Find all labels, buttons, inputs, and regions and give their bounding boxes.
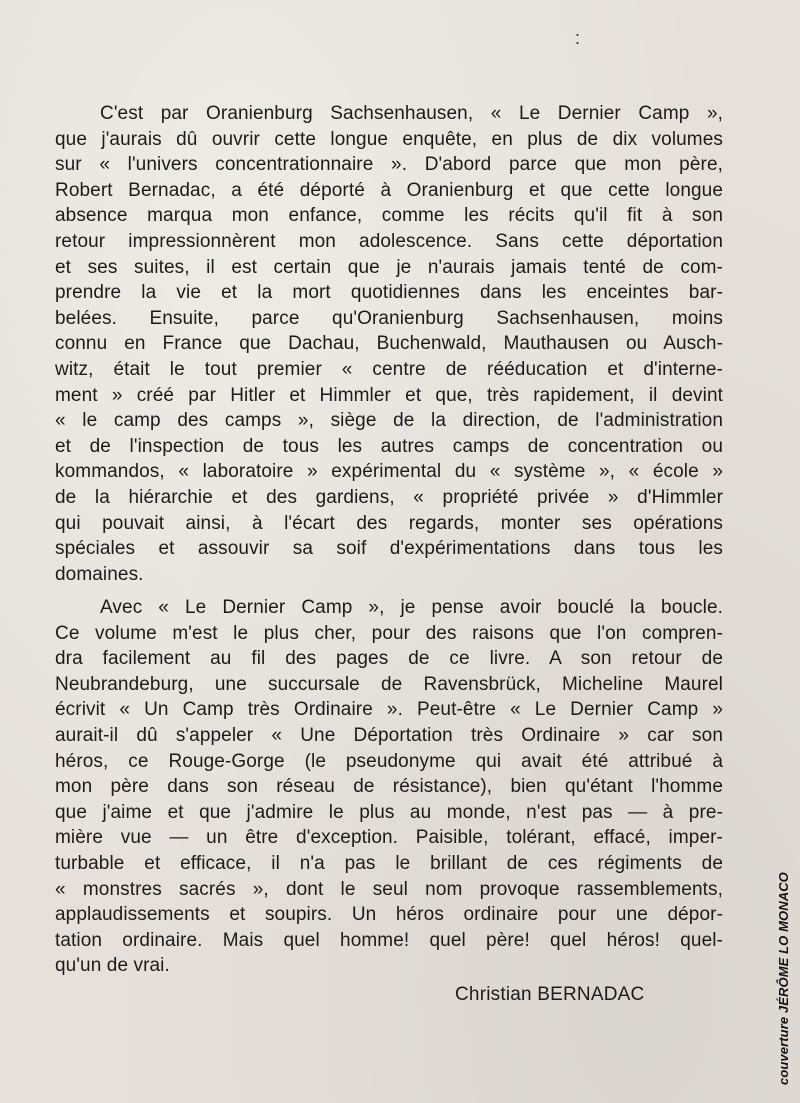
text-line: prendre la vie et la mort quotidiennes dans les enceintes bar- — [55, 282, 723, 304]
stray-mark: : — [575, 28, 581, 48]
text-line: spéciales et assouvir sa soif d'expérimentations dans tous les — [55, 538, 723, 560]
text-line: turbable et efficace, il n'a pas le brillant de ces régiments de — [55, 852, 723, 874]
text-line: mière vue — un être d'exception. Paisible, tolérant, effacé, imper- — [55, 827, 723, 849]
text-line: applaudissements et soupirs. Un héros ordinaire pour une dépor- — [55, 904, 723, 926]
text-line: connu en France que Dachau, Buchenwald, Mauthausen ou Ausch- — [55, 333, 723, 355]
text-line: Neubrandeburg, une succursale de Ravensbrück, Micheline Maurel — [55, 673, 723, 695]
text-line: ment » créé par Hitler et Himmler et que, très rapidement, il devint — [55, 384, 723, 406]
text-line: et ses suites, il est certain que je n'aurais jamais tenté de com- — [55, 256, 723, 278]
text-line: qui pouvait ainsi, à l'écart des regards, monter ses opérations — [55, 512, 723, 534]
text-line: kommandos, « laboratoire » expérimental du « système », « école » — [55, 461, 723, 483]
text-line: que j'aurais dû ouvrir cette longue enquête, en plus de dix volumes — [55, 128, 723, 150]
paragraph-1 — [55, 101, 723, 587]
text-line: qu'un de vrai. — [55, 955, 170, 977]
text-line: « le camp des camps », siège de la direction, de l'administration — [55, 410, 723, 432]
text-line: sur « l'univers concentrationnaire ». D'abord parce que mon père, — [55, 154, 723, 176]
text-line: belées. Ensuite, parce qu'Oranienburg Sachsenhausen, moins — [55, 307, 723, 329]
text-line: héros, ce Rouge-Gorge (le pseudonyme qui avait été attribué à — [55, 750, 723, 772]
text-line: witz, était le tout premier « centre de rééducation et d'interne- — [55, 358, 723, 380]
text-line: que j'aime et que j'admire le plus au monde, n'est pas — à pre- — [55, 801, 723, 823]
text-line: Robert Bernadac, a été déporté à Oranienburg et que cette longue — [55, 179, 723, 201]
author-signature: Christian BERNADAC — [455, 984, 645, 1005]
text-line: tation ordinaire. Mais quel homme! quel père! quel héros! quel- — [55, 929, 723, 951]
text-line: absence marqua mon enfance, comme les récits qu'il fit à son — [55, 205, 723, 227]
text-line: Avec « Le Dernier Camp », je pense avoir bouclé la boucle. — [100, 597, 723, 618]
text-line: mon père dans son réseau de résistance), bien qu'étant l'homme — [55, 776, 723, 798]
text-line: « monstres sacrés », dont le seul nom provoque rassemblements, — [55, 878, 723, 900]
text-line: retour impressionnèrent mon adolescence. Sans cette déportation — [55, 230, 723, 252]
text-line: domaines. — [55, 563, 144, 585]
text-line: et de l'inspection de tous les autres camps de concentration ou — [55, 435, 723, 457]
text-line: de la hiérarchie et des gardiens, « propriété privée » d'Himmler — [55, 486, 723, 508]
paragraph-2 — [55, 595, 723, 979]
text-line: dra facilement au fil des pages de ce livre. A son retour de — [55, 648, 723, 670]
cover-credit: couverture JÉRÔME LO MONACO — [776, 872, 791, 1085]
text-line: C'est par Oranienburg Sachsenhausen, « Le Dernier Camp », — [100, 103, 723, 124]
text-line: écrivit « Un Camp très Ordinaire ». Peut-être « Le Dernier Camp » — [55, 699, 723, 721]
text-line: aurait-il dû s'appeler « Une Déportation très Ordinaire » car son — [55, 724, 723, 746]
text-line: Ce volume m'est le plus cher, pour des raisons que l'on compren- — [55, 622, 723, 644]
